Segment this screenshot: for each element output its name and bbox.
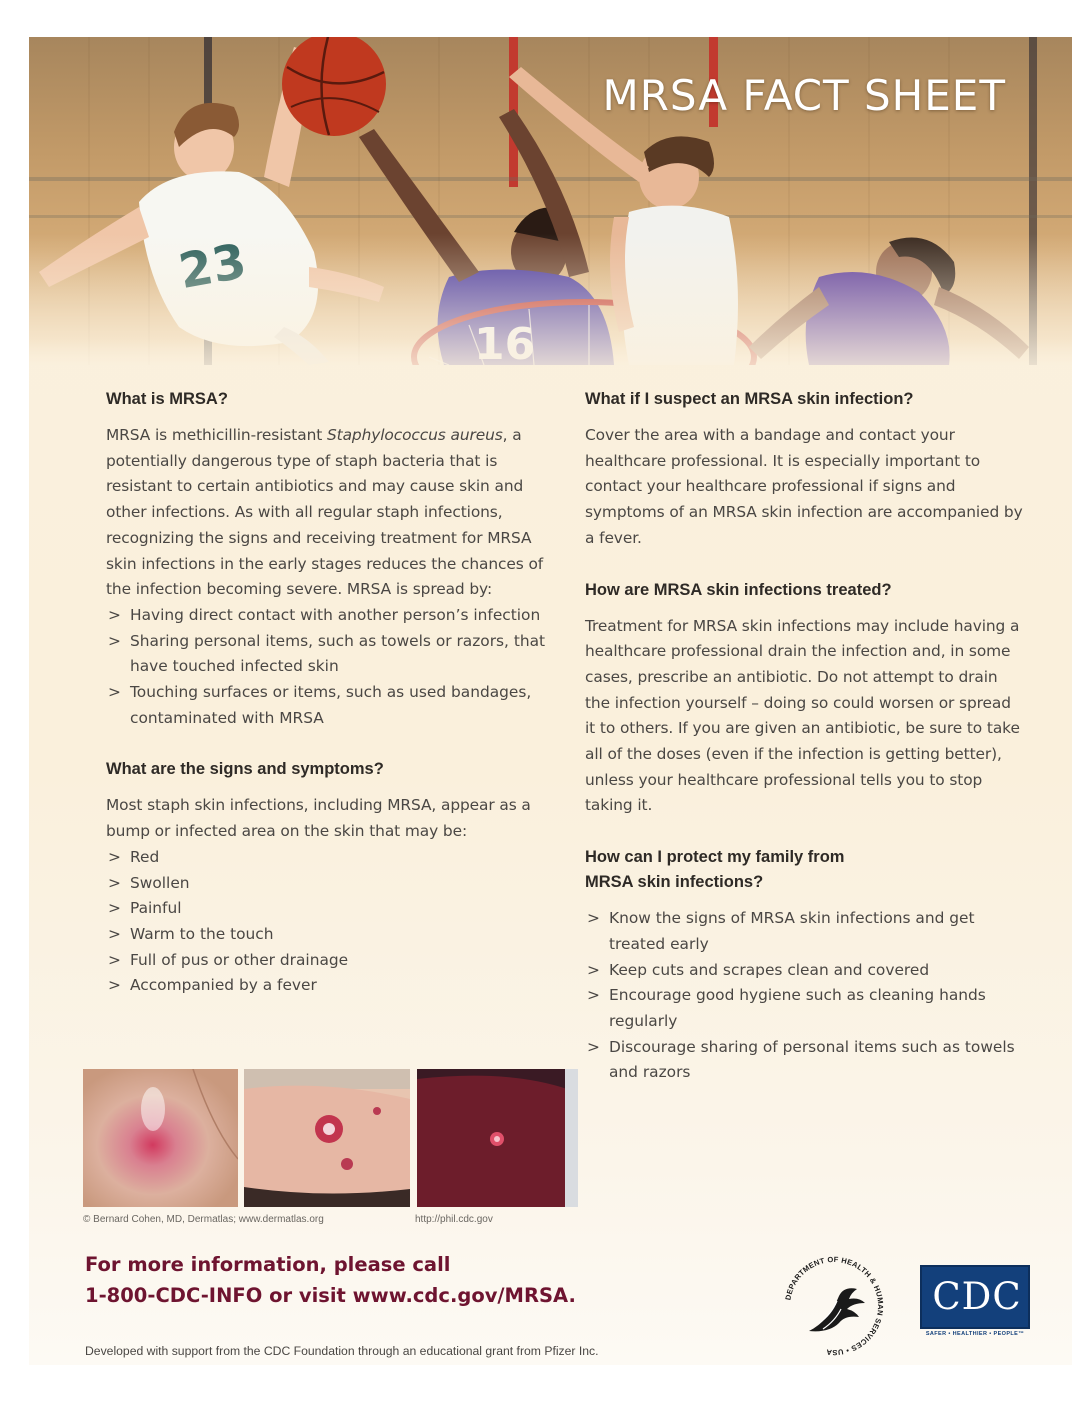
right-column [585, 387, 1025, 1112]
fact-sheet-page [29, 37, 1072, 1365]
suspect-heading: What if I suspect an MRSA skin infection? [585, 390, 914, 408]
spread-by-list [106, 603, 556, 732]
list-item-text: Know the signs of MRSA skin infections and get treated early [609, 909, 975, 953]
list-item-text: Red [130, 847, 160, 866]
chevron-right-icon: > [108, 683, 121, 702]
hhs-ring-text: DEPARTMENT OF HEALTH & HUMAN SERVICES • USA [783, 1254, 886, 1358]
contact-info [85, 1249, 576, 1311]
skin-infection-photo-3 [417, 1069, 578, 1207]
what-is-mrsa-section [106, 387, 556, 731]
treatment-heading: How are MRSA skin infections treated? [585, 580, 892, 599]
list-item-text: Encourage good hygiene such as cleaning hands regularly [609, 986, 986, 1030]
list-item [106, 680, 556, 731]
bacteria-name: Staphylococcus aureus [326, 426, 503, 444]
list-item-text: Touching surfaces or items, such as used bandages, contaminated with MRSA [130, 683, 532, 727]
list-item [106, 896, 556, 922]
chevron-right-icon: > [587, 1037, 600, 1056]
cdc-logo-box [920, 1265, 1030, 1329]
what-is-mrsa-text-part-1: MRSA is methicillin-resistant [106, 426, 327, 444]
chevron-right-icon: > [587, 960, 600, 979]
chevron-right-icon: > [587, 986, 600, 1005]
infection-photos [83, 1069, 578, 1207]
chevron-right-icon: > [108, 950, 121, 969]
list-item [106, 629, 556, 680]
list-item-text: Keep cuts and scrapes clean and covered [609, 960, 930, 979]
hhs-eagle-icon [779, 1251, 889, 1361]
cdc-tagline: SAFER • HEALTHIER • PEOPLE™ [925, 1331, 1025, 1337]
chevron-right-icon: > [108, 976, 121, 995]
list-item-text: Warm to the touch [130, 924, 274, 943]
list-item [106, 871, 556, 897]
hero-photo [29, 37, 1072, 365]
hhs-logo [779, 1251, 889, 1361]
cdc-logo-text: CDC [932, 1275, 1022, 1318]
list-item [106, 948, 556, 974]
list-item [106, 603, 556, 629]
list-item [106, 922, 556, 948]
photo-credit-phil: http://phil.cdc.gov [415, 1214, 493, 1225]
symptoms-list [106, 845, 556, 999]
treatment-section [585, 578, 1025, 820]
chevron-right-icon: > [108, 847, 121, 866]
protect-heading-line-1: How can I protect my family from [585, 848, 845, 867]
signs-symptoms-heading: What are the signs and symptoms? [106, 760, 384, 779]
list-item-text: Having direct contact with another person’s infection [130, 605, 541, 624]
list-item [106, 845, 556, 871]
list-item [106, 973, 556, 999]
protect-section [585, 845, 1025, 1086]
what-is-mrsa-heading: What is MRSA? [106, 390, 228, 408]
cdc-logo [920, 1265, 1030, 1337]
list-item-text: Discourage sharing of personal items such as towels and razors [609, 1037, 1015, 1082]
chevron-right-icon: > [108, 873, 121, 892]
list-item [585, 1035, 1025, 1086]
skin-infection-photo-2 [244, 1069, 410, 1207]
chevron-right-icon: > [108, 631, 121, 650]
chevron-right-icon: > [108, 924, 121, 943]
chevron-right-icon: > [587, 909, 600, 928]
list-item [585, 983, 1025, 1034]
page-title: MRSA FACT SHEET [602, 71, 1006, 120]
signs-symptoms-section [106, 757, 556, 999]
skin-infection-photo-1 [83, 1069, 238, 1207]
list-item-text: Swollen [130, 873, 190, 892]
suspect-section [585, 387, 1025, 552]
list-item-text: Full of pus or other drainage [130, 950, 349, 969]
contact-line-1: For more information, please call [85, 1253, 451, 1276]
what-is-mrsa-text-part-2: , a potentially dangerous type of staph bacteria that is resistant to certain antibiotics and may cause skin and other infections. As with all regular staph infections, recognizing the signs and receiving treatment for MRSA skin infections in the early stages reduces the chances of the infection becoming severe. MRSA is spread by: [106, 426, 544, 599]
suspect-text: Cover the area with a bandage and contact your healthcare professional. It is especially important to contact your healthcare professional if signs and symptoms of an MRSA skin infection are accompanied by a fever. [585, 426, 1023, 547]
what-is-mrsa-text [106, 423, 556, 603]
list-item [585, 958, 1025, 984]
signs-symptoms-text: Most staph skin infections, including MRSA, appear as a bump or infected area on the skin that may be: [106, 796, 531, 841]
list-item [585, 906, 1025, 957]
contact-line-2: 1-800-CDC-INFO or visit www.cdc.gov/MRSA. [85, 1284, 576, 1307]
funding-note: Developed with support from the CDC Foundation through an educational grant from Pfizer Inc. [85, 1344, 599, 1358]
list-item-text: Accompanied by a fever [130, 976, 317, 995]
left-column [106, 387, 556, 1025]
chevron-right-icon: > [108, 605, 121, 624]
list-item-text: Sharing personal items, such as towels or razors, that have touched infected skin [130, 631, 546, 676]
treatment-text: Treatment for MRSA skin infections may include having a healthcare professional drain the infection and, in some cases, prescribe an antibiotic. Do not attempt to drain the infection yourself – doing so could worsen or spread it to others. If you are given an antibiotic, be sure to take all of the doses (even if the infection is getting better), unless your healthcare professional tells you to stop taking it. [585, 616, 1020, 815]
protect-heading [585, 845, 1025, 895]
protect-list [585, 906, 1025, 1086]
photo-credit-dermatlas: © Bernard Cohen, MD, Dermatlas; www.dermatlas.org [83, 1214, 324, 1225]
list-item-text: Painful [130, 899, 182, 918]
chevron-right-icon: > [108, 899, 121, 918]
protect-heading-line-2: MRSA skin infections? [585, 873, 764, 892]
